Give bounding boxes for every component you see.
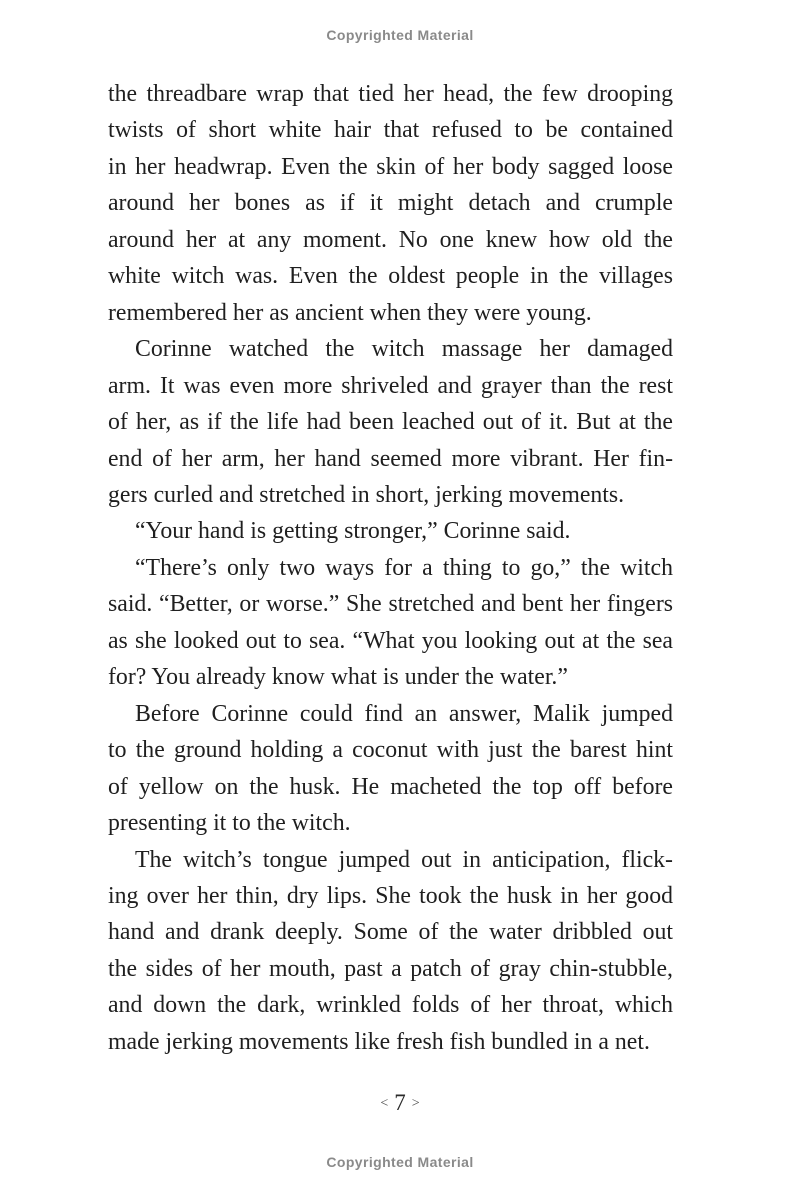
- text-line: ing over her thin, dry lips. She took the husk in her good: [108, 882, 673, 909]
- text-line: twists of short white hair that refused to be contained: [108, 117, 673, 144]
- text-line: the threadbare wrap that tied her head, the few drooping: [108, 81, 673, 107]
- text-line: hand and drank deeply. Some of the water dribbled out: [108, 919, 673, 946]
- copyright-notice-bottom: Copyrighted Material: [326, 1154, 474, 1170]
- text-line: remembered her as ancient when they were young.: [108, 299, 592, 326]
- text-line: end of her arm, her hand seemed more vibrant. Her fin-: [108, 445, 673, 472]
- text-line: Corinne watched the witch massage her damaged: [135, 336, 673, 363]
- text-line: white witch was. Even the oldest people in the villages: [108, 263, 673, 290]
- text-line: for? You already know what is under the water.”: [108, 664, 568, 691]
- text-line: the sides of her mouth, past a patch of gray chin-stubble,: [108, 955, 673, 982]
- text-line: and down the dark, wrinkled folds of her throat, which: [108, 992, 673, 1019]
- text-line: gers curled and stretched in short, jerking movements.: [108, 481, 625, 508]
- text-line: in her headwrap. Even the skin of her body sagged loose: [108, 153, 673, 180]
- page-number-ornament-right: >: [411, 1096, 420, 1111]
- text-line: of her, as if the life had been leached out of it. But at the: [108, 409, 673, 436]
- text-line: Before Corinne could find an answer, Malik jumped: [135, 700, 673, 727]
- text-line: “Your hand is getting stronger,” Corinne said.: [135, 518, 571, 545]
- text-line: “There’s only two ways for a thing to go,” the witch: [135, 554, 673, 581]
- text-line: to the ground holding a coconut with just the barest hint: [108, 737, 673, 764]
- page-number: 7: [394, 1090, 406, 1115]
- text-line: arm. It was even more shriveled and grayer than the rest: [108, 372, 673, 399]
- text-line: around her at any moment. No one knew how old the: [108, 226, 673, 253]
- text-line: presenting it to the witch.: [108, 810, 351, 837]
- text-line: of yellow on the husk. He macheted the top off before: [108, 773, 673, 800]
- copyright-notice-top: Copyrighted Material: [326, 27, 474, 43]
- page-number-ornament-left: <: [380, 1096, 389, 1111]
- body-text: [108, 76, 673, 1060]
- text-line: said. “Better, or worse.” She stretched and bent her fingers: [108, 591, 673, 618]
- text-line: as she looked out to sea. “What you looking out at the sea: [108, 627, 673, 654]
- text-line: The witch’s tongue jumped out in anticipation, flick-: [135, 846, 673, 873]
- page-number-row: [0, 1090, 800, 1116]
- text-line: around her bones as if it might detach and crumple: [108, 190, 673, 217]
- text-line: made jerking movements like fresh fish bundled in a net.: [108, 1028, 650, 1055]
